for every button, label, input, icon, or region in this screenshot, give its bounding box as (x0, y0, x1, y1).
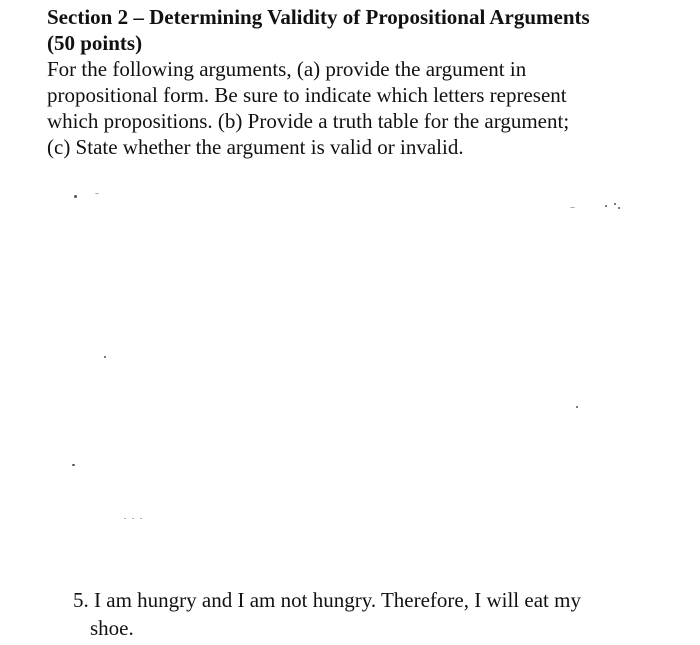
section-header (47, 4, 687, 160)
scan-speck (618, 207, 620, 209)
instructions-line-2: propositional form. Be sure to indicate which letters represent (47, 83, 567, 107)
problem-5-line-1: 5. I am hungry and I am not hungry. Therefore, I will eat my (73, 588, 581, 612)
scan-speck (95, 193, 99, 194)
instructions-line-1: For the following arguments, (a) provide the argument in (47, 57, 527, 81)
instructions-line-3: which propositions. (b) Provide a truth table for the argument; (47, 109, 570, 133)
scan-speck (570, 207, 575, 208)
scan-speck (104, 356, 106, 358)
instructions-line-4: (c) State whether the argument is valid or invalid. (47, 135, 464, 159)
instructions-paragraph (47, 56, 687, 160)
scan-speck (132, 518, 134, 519)
scan-speck (74, 195, 77, 198)
section-title-line-1: Section 2 – Determining Validity of Propositional Arguments (47, 5, 590, 29)
scan-speck (576, 406, 578, 408)
section-title (47, 4, 687, 56)
scan-speck (605, 205, 607, 207)
scan-speck (140, 518, 142, 519)
section-title-line-2: (50 points) (47, 31, 143, 55)
scan-speck (72, 464, 75, 466)
scan-speck (124, 518, 126, 519)
problem-5-line-2: shoe. (90, 616, 134, 640)
scan-speck (614, 203, 616, 205)
problem-5 (73, 586, 673, 642)
